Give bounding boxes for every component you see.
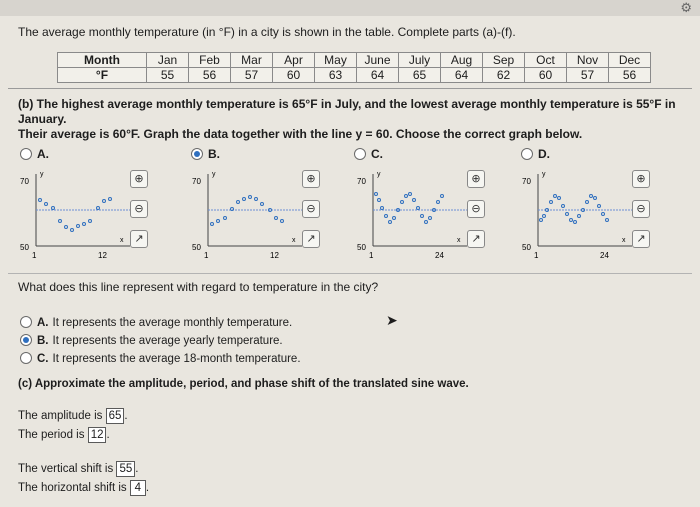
part-b-line1: (b) The highest average monthly temperature is 65°F in July, and the lowest average monthly temperature is 55°F in January. [18, 97, 676, 126]
mc-option-a[interactable] [20, 316, 292, 329]
horizontal-shift-label: The horizontal shift is [18, 482, 127, 494]
zoom-in-icon[interactable]: ⊕ [130, 170, 148, 188]
popout-icon[interactable]: ↗ [632, 230, 650, 248]
data-point [389, 221, 392, 224]
period-mark: . [124, 410, 128, 422]
x-tick-end: 12 [98, 251, 107, 260]
x-tick-end: 24 [600, 251, 609, 260]
data-point [409, 193, 412, 196]
radio-mc-b[interactable] [20, 334, 32, 346]
zoom-in-icon[interactable]: ⊕ [467, 170, 485, 188]
arrow-cursor-icon: ➤ [386, 312, 398, 328]
table-cell: June [357, 53, 399, 68]
graph-a-svg [18, 166, 148, 262]
data-point [554, 195, 557, 198]
data-point [558, 197, 561, 200]
table-cell: Feb [189, 53, 231, 68]
data-point [375, 193, 378, 196]
data-point [77, 225, 80, 228]
data-point [89, 220, 92, 223]
y-tick-top: 70 [357, 177, 366, 186]
data-point [606, 219, 609, 222]
table-header-month: Month [58, 53, 147, 68]
data-point [566, 213, 569, 216]
period-input[interactable]: 12 [88, 427, 107, 443]
table-header-degrees: °F [58, 68, 147, 83]
graph-option-label: D. [538, 147, 550, 161]
data-point [217, 220, 220, 223]
table-cell: July [399, 53, 441, 68]
data-point [243, 198, 246, 201]
data-point [378, 199, 381, 202]
x-axis-label: x [120, 237, 124, 244]
radio-b[interactable] [191, 148, 203, 160]
mc-option-b[interactable] [20, 334, 283, 347]
data-point [39, 199, 42, 202]
amplitude-input[interactable]: 65 [106, 408, 125, 424]
data-point [71, 229, 74, 232]
popout-icon[interactable]: ↗ [302, 230, 320, 248]
table-row-temps [58, 68, 651, 83]
mc-letter: A. [37, 317, 49, 329]
data-point [103, 200, 106, 203]
data-point [393, 217, 396, 220]
table-cell: Jan [147, 53, 189, 68]
x-tick-start: 1 [32, 251, 37, 260]
graph-b-svg [190, 166, 320, 262]
x-tick-start: 1 [534, 251, 539, 260]
problem-prompt: The average monthly temperature (in °F) in a city is shown in the table. Complete parts (a)-(f). [18, 25, 516, 39]
y-axis-label: y [377, 171, 381, 178]
graph-thumbnail-b[interactable] [190, 166, 320, 262]
data-point [255, 198, 258, 201]
radio-a[interactable] [20, 148, 32, 160]
x-axis-label: x [457, 237, 461, 244]
data-point [231, 208, 234, 211]
radio-mc-c[interactable] [20, 352, 32, 364]
graph-thumbnail-d[interactable] [520, 166, 650, 262]
graph-thumbnail-c[interactable] [355, 166, 485, 262]
data-point [417, 207, 420, 210]
data-point [437, 201, 440, 204]
x-axis-label: x [622, 237, 626, 244]
data-point [97, 207, 100, 210]
graph-option-c[interactable] [354, 147, 383, 161]
data-point [429, 217, 432, 220]
data-point [211, 223, 214, 226]
data-point [237, 201, 240, 204]
data-point [602, 213, 605, 216]
x-axis-label: x [292, 237, 296, 244]
table-cell: Apr [273, 53, 315, 68]
popout-icon[interactable]: ↗ [467, 230, 485, 248]
data-point [562, 205, 565, 208]
mc-letter: B. [37, 335, 49, 347]
table-cell: 56 [189, 68, 231, 83]
table-cell: Dec [609, 53, 651, 68]
data-point [65, 226, 68, 229]
period-mark: . [106, 429, 110, 441]
top-bar [0, 0, 700, 16]
data-point [83, 223, 86, 226]
table-cell: 57 [567, 68, 609, 83]
table-cell: Aug [441, 53, 483, 68]
period-line [18, 427, 110, 443]
data-point [109, 198, 112, 201]
table-cell: 62 [483, 68, 525, 83]
gear-icon[interactable]: ⚙ [680, 0, 692, 15]
x-tick-end: 24 [435, 251, 444, 260]
data-point [425, 221, 428, 224]
graph-c-svg [355, 166, 485, 262]
period-mark: . [135, 463, 139, 475]
data-point [281, 220, 284, 223]
data-point [441, 195, 444, 198]
x-tick-start: 1 [369, 251, 374, 260]
graph-option-label: C. [371, 147, 383, 161]
data-point [540, 219, 543, 222]
table-cell: Mar [231, 53, 273, 68]
y-axis-label: y [40, 171, 44, 178]
part-b-line2: Their average is 60°F. Graph the data together with the line y = 60. Choose the correct graph below. [18, 127, 583, 141]
data-point [421, 215, 424, 218]
graph-option-label: B. [208, 147, 220, 161]
data-point [590, 195, 593, 198]
part-c-instructions: (c) Approximate the amplitude, period, and phase shift of the translated sine wave. [18, 378, 469, 390]
zoom-in-icon[interactable]: ⊕ [632, 170, 650, 188]
part-b-instructions [18, 97, 678, 142]
data-point [52, 207, 55, 210]
y-tick-bottom: 50 [20, 243, 29, 252]
zoom-out-icon[interactable]: ⊖ [467, 200, 485, 218]
mc-text: It represents the average monthly temperature. [52, 317, 293, 329]
data-point [570, 219, 573, 222]
table-cell: 64 [441, 68, 483, 83]
data-point [550, 201, 553, 204]
data-point [275, 217, 278, 220]
zoom-out-icon[interactable]: ⊖ [632, 200, 650, 218]
y-tick-top: 70 [192, 177, 201, 186]
data-point [45, 203, 48, 206]
period-mark: . [145, 482, 150, 494]
vertical-shift-label: The vertical shift is [18, 463, 114, 475]
popout-icon[interactable]: ↗ [130, 230, 148, 248]
x-tick-start: 1 [204, 251, 209, 260]
table-cell: 60 [525, 68, 567, 83]
data-point [578, 215, 581, 218]
data-point [249, 196, 252, 199]
horizontal-shift-input[interactable]: 4 [130, 480, 146, 496]
table-row-months [58, 53, 651, 68]
graph-option-d[interactable] [521, 147, 550, 161]
data-point [594, 197, 597, 200]
data-point [543, 215, 546, 218]
table-cell: 57 [231, 68, 273, 83]
graph-option-label: A. [37, 147, 49, 161]
horizontal-shift-line [18, 480, 149, 496]
amplitude-line [18, 408, 128, 424]
y-axis-label: y [542, 171, 546, 178]
y-axis-label: y [212, 171, 216, 178]
graph-thumbnail-a[interactable] [18, 166, 148, 262]
mc-option-c[interactable] [20, 352, 301, 365]
table-cell: 55 [147, 68, 189, 83]
table-cell: Sep [483, 53, 525, 68]
data-point [59, 220, 62, 223]
data-point [385, 215, 388, 218]
radio-c[interactable] [354, 148, 366, 160]
vertical-shift-line [18, 461, 138, 477]
table-cell: 63 [315, 68, 357, 83]
table-cell: 60 [273, 68, 315, 83]
question-text: What does this line represent with regard to temperature in the city? [18, 280, 379, 294]
y-tick-bottom: 50 [522, 243, 531, 252]
data-point [381, 207, 384, 210]
vertical-shift-input[interactable]: 55 [116, 461, 135, 477]
radio-mc-a[interactable] [20, 316, 32, 328]
zoom-out-icon[interactable]: ⊖ [302, 200, 320, 218]
data-point [413, 199, 416, 202]
data-point [598, 205, 601, 208]
period-label: The period is [18, 429, 85, 441]
graph-option-a[interactable] [20, 147, 49, 161]
table-cell: 56 [609, 68, 651, 83]
data-point [586, 201, 589, 204]
divider [8, 273, 692, 274]
x-tick-end: 12 [270, 251, 279, 260]
amplitude-label: The amplitude is [18, 410, 103, 422]
table-cell: 64 [357, 68, 399, 83]
data-point [224, 217, 227, 220]
table-cell: May [315, 53, 357, 68]
divider [8, 88, 692, 89]
data-point [574, 221, 577, 224]
data-point [405, 195, 408, 198]
y-tick-bottom: 50 [357, 243, 366, 252]
y-tick-top: 70 [522, 177, 531, 186]
graph-d-svg [520, 166, 650, 262]
zoom-in-icon[interactable]: ⊕ [302, 170, 320, 188]
mc-text: It represents the average 18-month temperature. [52, 353, 301, 365]
mc-letter: C. [37, 353, 49, 365]
y-tick-top: 70 [20, 177, 29, 186]
table-cell: Nov [567, 53, 609, 68]
table-cell: Oct [525, 53, 567, 68]
graph-option-b[interactable] [191, 147, 220, 161]
temperature-table [57, 52, 651, 83]
zoom-out-icon[interactable]: ⊖ [130, 200, 148, 218]
table-cell: 65 [399, 68, 441, 83]
data-point [261, 203, 264, 206]
data-point [401, 201, 404, 204]
radio-d[interactable] [521, 148, 533, 160]
y-tick-bottom: 50 [192, 243, 201, 252]
mc-text: It represents the average yearly temperature. [52, 335, 283, 347]
